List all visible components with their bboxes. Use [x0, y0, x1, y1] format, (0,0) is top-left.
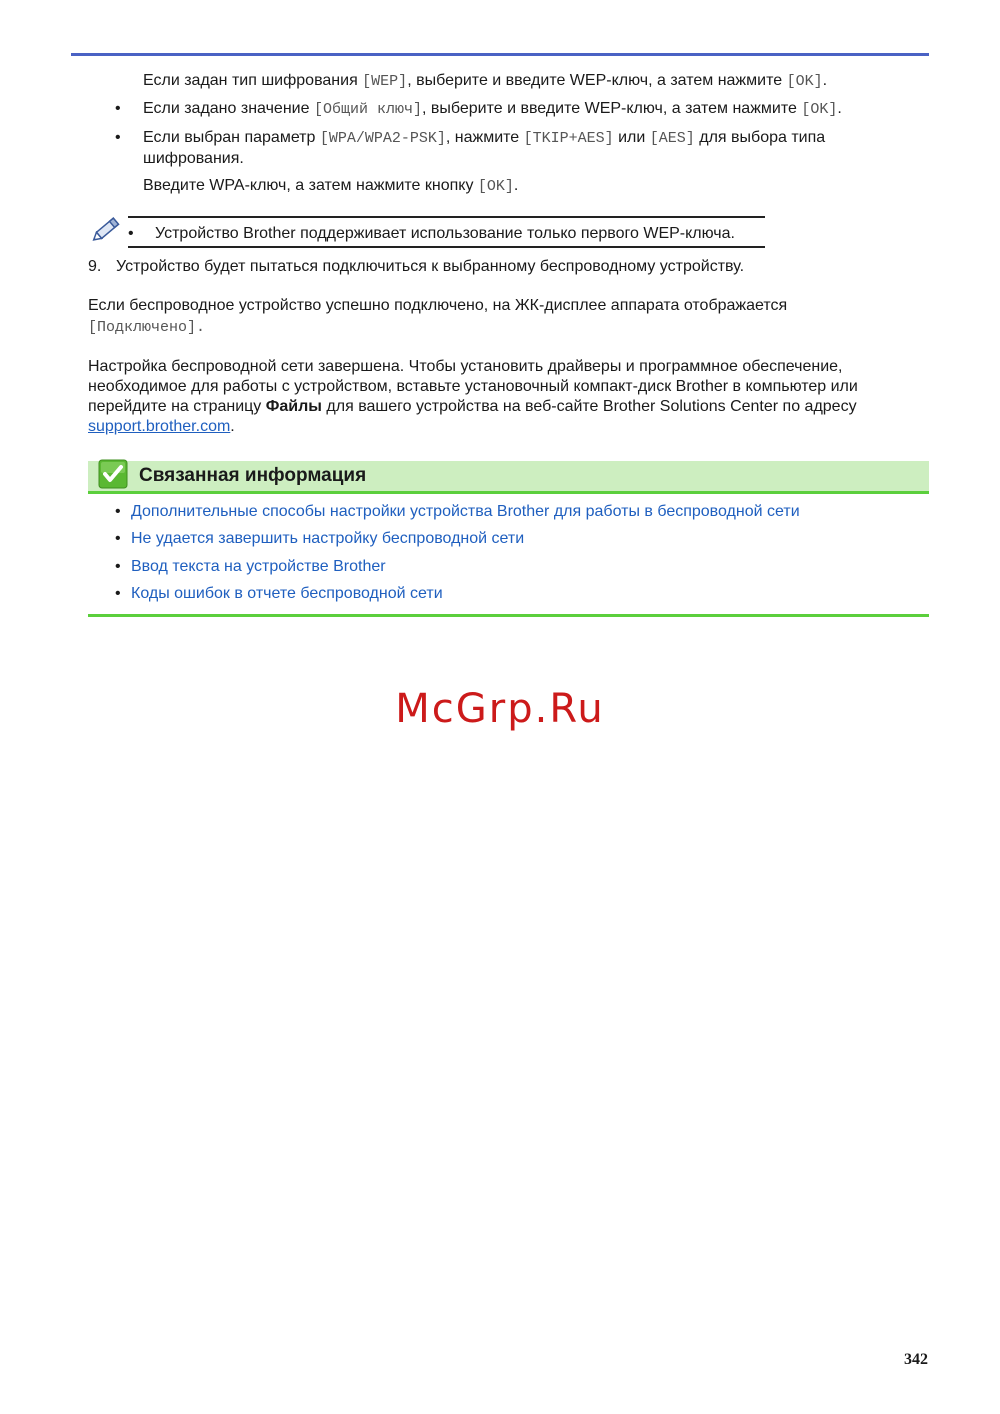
done-text-line-2: необходимое для работы с устройством, вставьте установочный компакт-диск Brother в компьютер или: [88, 378, 858, 395]
aes-code: [AES]: [649, 130, 695, 147]
related-info-title: Связанная информация: [139, 465, 367, 486]
wpa-code: [WPA/WPA2-PSK]: [319, 130, 446, 147]
support-link[interactable]: support.brother.com: [88, 418, 231, 435]
connected-text: Если беспроводное устройство успешно подключено, на ЖК-дисплее аппарата отображается: [88, 297, 788, 314]
related-link-1[interactable]: Дополнительные способы настройки устройства Brother для работы в беспроводной сети: [131, 503, 800, 520]
note-rule-top: [128, 216, 765, 218]
page-number: 342: [904, 1351, 928, 1368]
bullet: •: [115, 503, 121, 520]
related-info-rule: [88, 491, 929, 494]
bullet: •: [115, 558, 121, 575]
bullet: •: [115, 129, 121, 146]
bullet: •: [128, 225, 134, 242]
done-text-line-3: перейдите на страницу Файлы для вашего устройства на веб-сайте Brother Solutions Center по адресу: [88, 398, 857, 415]
ok-code: [OK]: [801, 101, 838, 118]
watermark: McGrp.Ru: [395, 686, 605, 732]
related-link-3[interactable]: Ввод текста на устройстве Brother: [131, 558, 386, 575]
done-text-line-1: Настройка беспроводной сети завершена. Чтобы установить драйверы и программное обеспечение,: [88, 358, 843, 375]
related-link-2[interactable]: Не удается завершить настройку беспроводной сети: [131, 530, 525, 547]
top-rule: [71, 53, 929, 56]
note-rule-bottom: [128, 246, 765, 248]
checkmark-icon: [98, 459, 128, 489]
done-text-line-4: support.brother.com.: [88, 418, 235, 435]
connected-status: [Подключено].: [88, 319, 206, 336]
step-number: 9.: [88, 258, 102, 275]
files-label: Файлы: [265, 398, 322, 415]
wpa-key-instruction: Введите WPA-ключ, а затем нажмите кнопку [OK].: [143, 177, 519, 195]
shared-key-instruction: Если задано значение [Общий ключ], выберите и введите WEP-ключ, а затем нажмите [OK].: [143, 100, 842, 118]
wep-instruction: Если задан тип шифрования [WEP], выберите и введите WEP-ключ, а затем нажмите [OK].: [143, 72, 828, 90]
wpa-instruction: Если выбран параметр [WPA/WPA2-PSK], нажмите [TKIP+AES] или [AES] для выбора типа: [143, 129, 826, 147]
step-text: Устройство будет пытаться подключиться к выбранному беспроводному устройству.: [116, 258, 745, 275]
connected-code: [Подключено]: [88, 319, 197, 336]
ok-code: [OK]: [786, 73, 823, 90]
bullet: •: [115, 585, 121, 602]
related-link-4[interactable]: Коды ошибок в отчете беспроводной сети: [131, 585, 443, 602]
bullet: •: [115, 530, 121, 547]
note-text: Устройство Brother поддерживает использование только первого WEP-ключа.: [155, 225, 735, 242]
tkip-aes-code: [TKIP+AES]: [523, 130, 614, 147]
pencil-icon: [92, 210, 126, 244]
wep-code: [WEP]: [362, 73, 408, 90]
related-info-end-rule: [88, 614, 929, 617]
ok-code: [OK]: [477, 178, 514, 195]
wpa-instruction-cont: шифрования.: [143, 150, 244, 167]
shared-key-code: [Общий ключ]: [313, 101, 422, 118]
bullet: •: [115, 100, 121, 117]
